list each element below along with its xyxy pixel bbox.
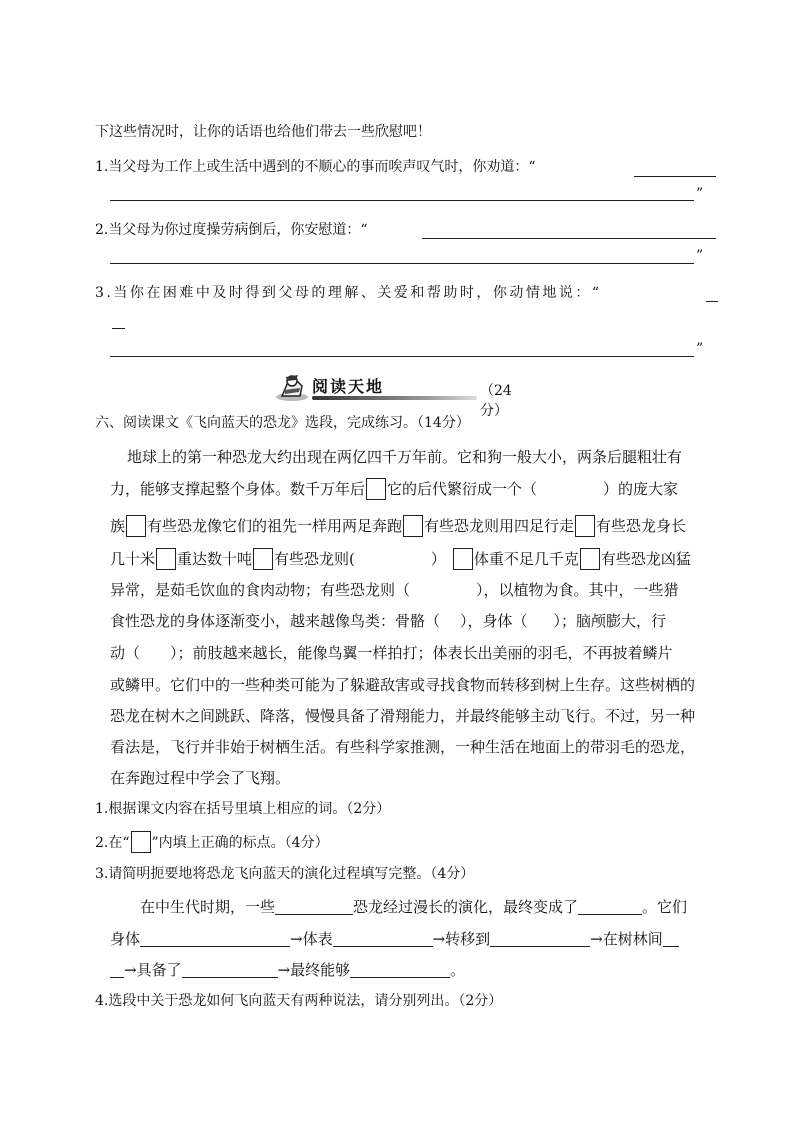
fill-text: →最终能够 xyxy=(277,961,351,979)
punctuation-box[interactable] xyxy=(580,548,600,570)
fill-text: 。 xyxy=(450,961,466,979)
passage-text: 力，能够支撑起整个身体。数千万年后 xyxy=(110,480,366,498)
evolution-fill-line-2 xyxy=(110,927,679,951)
question-3-answer-line-c[interactable] xyxy=(110,356,694,357)
passage-text: ） xyxy=(430,550,446,568)
passage-text: 几十米 xyxy=(110,550,156,568)
question-2-close-quote: ” xyxy=(696,248,704,264)
evolution-fill-line-1 xyxy=(140,895,687,919)
passage-line-6 xyxy=(110,609,666,633)
intro-text: 下这些情况时，让你的话语也给他们带去一些欣慰吧！ xyxy=(95,124,431,140)
sub-question-2-text-b: ”内填上正确的标点。（4分） xyxy=(151,835,329,851)
question-2-text: 2.当父母为你过度操劳病倒后，你安慰道：“ xyxy=(95,222,368,238)
passage-text: 有些恐龙身长 xyxy=(596,517,687,535)
passage-line-11: 在奔跑过程中学会了飞翔。 xyxy=(110,769,291,787)
fill-blank[interactable] xyxy=(490,930,590,947)
question-2 xyxy=(95,220,368,240)
passage-text: ），身体（ xyxy=(460,612,528,630)
passage-line-4 xyxy=(110,547,691,571)
sub-question-2 xyxy=(95,831,329,853)
punctuation-box[interactable] xyxy=(403,515,423,537)
punctuation-box[interactable] xyxy=(453,548,473,570)
question-1-answer-line-a[interactable] xyxy=(634,176,716,177)
question-3-close-quote: ” xyxy=(696,341,704,357)
passage-text: 有些恐龙像它们的祖先一样用两足奔跑 xyxy=(147,517,403,535)
fill-text: →具备了 xyxy=(124,961,182,979)
passage-text: 体重不足几千克 xyxy=(473,550,579,568)
passage-text: 食性恐龙的身体逐渐变小，越来越像鸟类：骨骼（ xyxy=(110,612,441,630)
punctuation-box[interactable] xyxy=(575,515,595,537)
question-3-answer-line-a[interactable] xyxy=(706,301,718,302)
sub-question-1: 1.根据课文内容在括号里填上相应的词。（2分） xyxy=(95,801,391,817)
punctuation-box-sample xyxy=(131,831,151,853)
question-1-text: 1.当父母为工作上或生活中遇到的不顺心的事而唉声叹气时，你劝道：“ xyxy=(95,159,536,175)
punctuation-box[interactable] xyxy=(126,515,146,537)
passage-line-1: 地球上的第一种恐龙大约出现在两亿四千万年前。它和狗一般大小，两条后腿粗壮有 xyxy=(127,448,683,466)
reading-mascot-icon xyxy=(274,372,310,402)
question-3-answer-line-b[interactable] xyxy=(112,328,125,329)
evolution-fill-line-3 xyxy=(110,958,465,982)
passage-text: 重达数十吨 xyxy=(177,550,253,568)
punctuation-box[interactable] xyxy=(366,478,386,500)
passage-line-2 xyxy=(110,477,678,501)
section-underline xyxy=(312,396,477,400)
passage-text: 有些恐龙则用四足行走 xyxy=(424,517,575,535)
passage-text: 有些恐龙则( xyxy=(274,550,355,568)
fill-blank[interactable] xyxy=(578,898,642,915)
question-2-answer-line-b[interactable] xyxy=(110,263,694,264)
question-1-close-quote: ” xyxy=(696,186,704,202)
fill-blank[interactable] xyxy=(663,930,679,947)
punctuation-box[interactable] xyxy=(156,548,176,570)
fill-blank[interactable] xyxy=(350,961,450,978)
passage-text: ）的庞大家 xyxy=(603,480,679,498)
fill-blank[interactable] xyxy=(275,898,353,915)
sub-question-4: 4.选段中关于恐龙如何飞向蓝天有两种说法，请分别列出。（2分） xyxy=(95,993,503,1009)
passage-line-9: 恐龙在树木之间跳跃、降落，慢慢具备了滑翔能力，并最终能够主动飞行。不过，另一种 xyxy=(110,707,696,725)
passage-line-8: 或鳞甲。它们中的一些种类可能为了躲避敌害或寻找食物而转移到树上生存。这些树栖的 xyxy=(110,676,696,694)
passage-line-10: 看法是，飞行并非始于树栖生活。有些科学家推测，一种生活在地面上的带羽毛的恐龙， xyxy=(110,738,696,756)
fill-text: 。它们 xyxy=(642,898,688,916)
question-2-answer-line-a[interactable] xyxy=(422,238,716,239)
question-1 xyxy=(95,157,536,177)
question-3 xyxy=(95,283,602,303)
fill-blank[interactable] xyxy=(182,961,278,978)
question-6-title: 六、阅读课文《飞向蓝天的恐龙》选段，完成练习。（14分） xyxy=(95,415,470,431)
passage-text: ），以植物为食。其中，一些猎 xyxy=(476,581,679,599)
passage-text: 有些恐龙凶猛 xyxy=(600,550,691,568)
passage-line-7 xyxy=(110,641,673,665)
section-score: （24分） xyxy=(480,383,512,419)
fill-blank[interactable] xyxy=(333,930,433,947)
passage-text: ）；脑颅膨大，行 xyxy=(553,612,667,630)
question-1-answer-line-b[interactable] xyxy=(110,200,694,201)
question-3-text: 3.当你在困难中及时得到父母的理解、关爱和帮助时，你动情地说：“ xyxy=(95,285,602,301)
section-banner xyxy=(272,372,532,419)
fill-text: →转移到 xyxy=(432,930,491,948)
passage-text: 它的后代繁衍成一个（ xyxy=(387,480,538,498)
fill-text: →在树林间 xyxy=(590,930,663,948)
fill-blank[interactable] xyxy=(110,961,124,978)
fill-text: 恐龙经过漫长的演化，最终变成了 xyxy=(353,898,579,916)
fill-blank[interactable] xyxy=(140,930,290,947)
fill-text: →体表 xyxy=(290,930,333,948)
sub-question-3: 3.请简明扼要地将恐龙飞向蓝天的演化过程填写完整。（4分） xyxy=(95,866,475,882)
passage-text: 动（ xyxy=(110,644,141,662)
fill-text: 身体 xyxy=(110,930,141,948)
punctuation-box[interactable] xyxy=(253,548,273,570)
passage-text: ）；前肢越来越长，能像鸟翼一样拍打；体表长出美丽的羽毛，不再披着鳞片 xyxy=(170,644,673,662)
passage-line-3 xyxy=(110,514,686,538)
passage-line-5 xyxy=(110,578,679,602)
fill-text: 在中生代时期，一些 xyxy=(140,898,276,916)
sub-question-2-text-a: 2.在“ xyxy=(95,835,130,851)
passage-text: 异常，是茹毛饮血的食肉动物；有些恐龙则（ xyxy=(110,581,411,599)
section-title: 阅读天地 xyxy=(312,377,385,396)
passage-text: 族 xyxy=(110,517,126,535)
